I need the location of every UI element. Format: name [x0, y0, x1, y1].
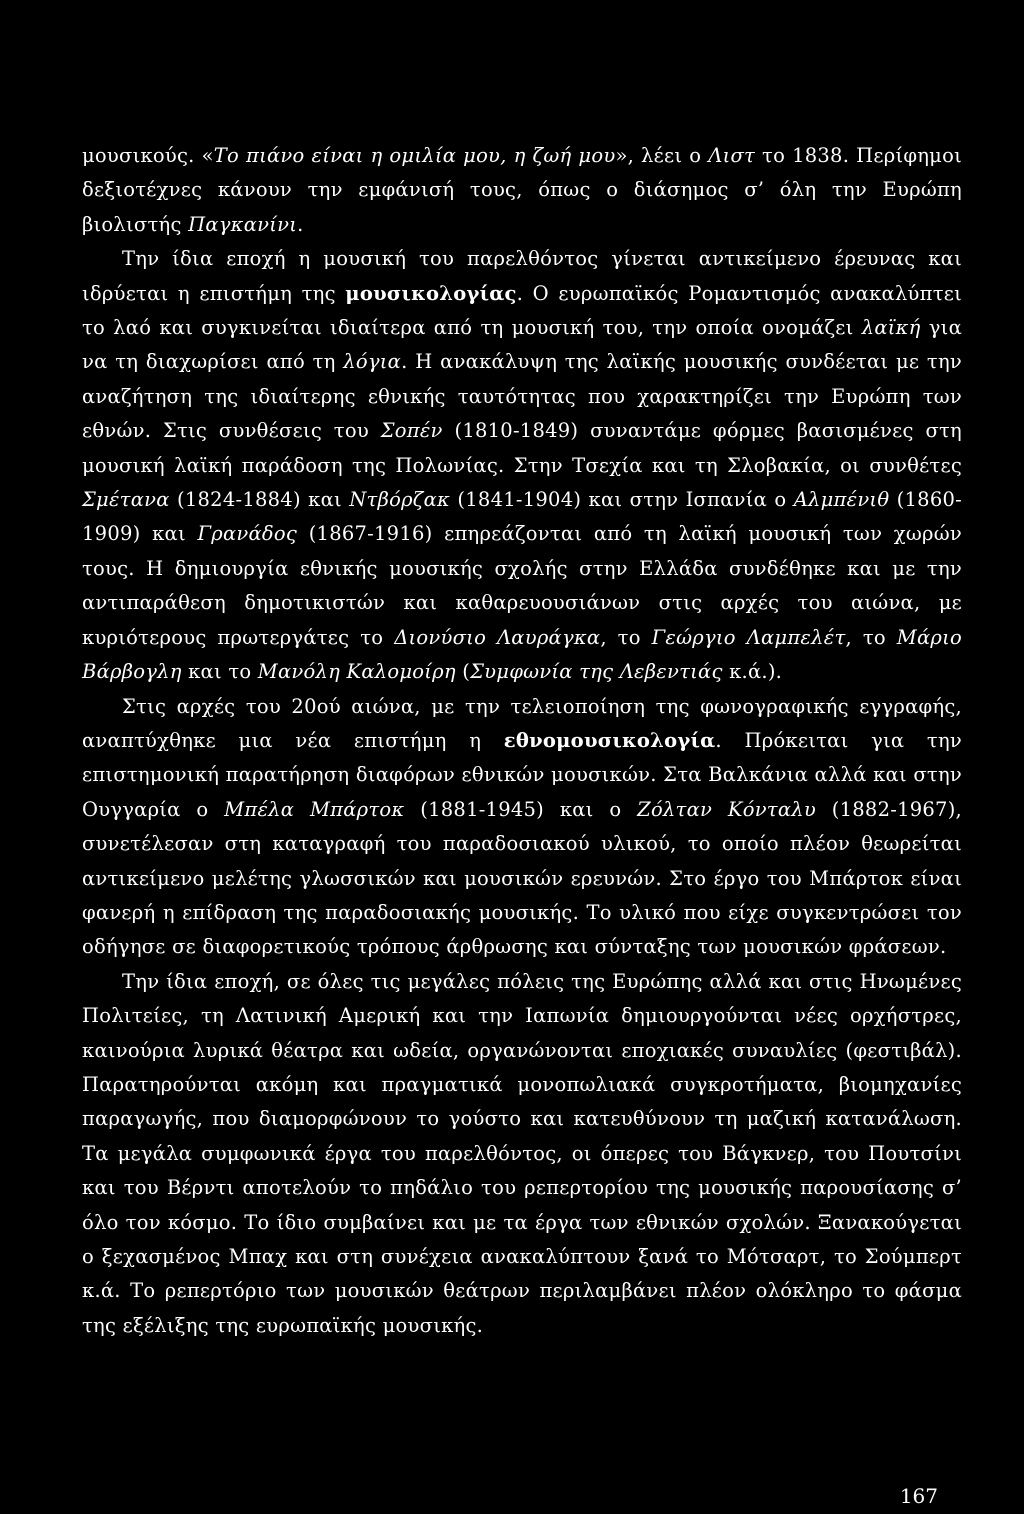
italic-text: Διονύσιο Λαυράγκα [394, 625, 601, 649]
text-run: κ.ά.). [722, 660, 783, 684]
italic-text: Σμέτανα [82, 488, 170, 512]
italic-text: Μανόλη Καλομοίρη [257, 660, 456, 684]
text-run: για να τη διαχωρίσει από τη [82, 316, 963, 374]
text-run: , το [845, 625, 897, 649]
bold-term: μουσικολογίας [345, 281, 517, 305]
text-run: (1810-1849) συναντάμε φόρμες βασισμένες στη μουσική λαϊκή παράδοση της Πολωνίας. Στην Τσεχία και τη Σλοβακία, οι συνθέτες [82, 419, 962, 477]
text-run: Την ίδια εποχή, σε όλες τις μεγάλες πόλεις της Ευρώπης αλλά και στις Ηνωμένες Πολιτείες, τη Λατινική Αμερική και την Ιαπωνία δημιουργούνται νέες ορχήστρες, καινούρια λυρικά θέατρα και ωδεία, οργανώνονται εποχιακές συναυλίες (φεστιβάλ). Παρατηρούνται ακόμη και πραγματικά μονοπωλιακά συγκροτήματα, βιομηχανίες παραγωγής, που διαμορφώνουν το γούστο και κατευθύνουν τη μαζική κατανάλωση. Τα μεγάλα συμφωνικά έργα του παρελθόντος, οι όπερες του Βάγκνερ, του Πουτσίνι και του Βέρντι αποτελούν το πηδάλιο του ρεπερτορίου της μουσικής παρουσίασης σ’ όλο τον κόσμο. Το ίδιο συμβαίνει και με τα έργα των εθνικών σχολών. Ξανακούγεται ο ξεχασμένος Μπαχ και στη συνέχεια ανακαλύπτουν ξανά το Μότσαρτ, το Σούμπερτ κ.ά. Το ρεπερτόριο των μουσικών θεάτρων περιλαμβάνει πλέον ολόκληρο το φάσμα της εξέλιξης της ευρωπαϊκής μουσικής. [82, 969, 962, 1337]
text-run: (1860-1909) και [82, 488, 962, 546]
italic-text: λόγια [343, 350, 402, 374]
italic-text: Αλμπένιθ [793, 488, 890, 512]
bold-term: εθνομουσικολογία [503, 728, 716, 752]
text-run: ( [455, 660, 471, 684]
page-body [82, 139, 962, 1343]
text-run: », λέει ο [615, 144, 709, 167]
text-run: , το [600, 625, 652, 649]
italic-text: Γρανάδος [197, 522, 298, 546]
text-run: μουσικούς. « [82, 144, 214, 167]
text-run: . Η ανακάλυψη της λαϊκής μουσικής συνδέεται με την αναζήτηση της ιδιαίτερης εθνικής ταυτότητας που χαρακτηρίζει την Ευρώπη των εθνών. Στις συνθέσεις του [82, 350, 962, 443]
text-run: . Ο ευρωπαϊκός Ρομαντισμός ανακαλύπτει το λαό και συγκινείται ιδιαίτερα από τη μουσική του, την οποία ονομάζει [82, 281, 963, 340]
italic-text: Ζόλταν Κόνταλυ [637, 797, 816, 821]
italic-text: Το πιάνο είναι η ομιλία μου, η ζωή μου [213, 144, 616, 167]
paragraph [82, 965, 962, 1343]
italic-text: Ντβόρζακ [349, 488, 451, 512]
text-run: (1867-1916) επηρεάζονται από τη λαϊκή μουσική των χωρών τους. Η δημιουργία εθνικής μουσικής σχολής στην Ελλάδα συνδέθηκε και με την αντιπαράθεση δημοτικιστών και καθαρευουσιάνων στις αρχές του αιώνα, με κυριότερους πρωτεργάτες το [82, 522, 962, 649]
text-run: . [297, 212, 304, 236]
text-run: Στις αρχές του 20ού αιώνα, με την τελειοποίηση της φωνογραφικής εγγραφής, αναπτύχθηκε μια νέα επιστήμη η [82, 694, 962, 752]
italic-text: Μπέλα Μπάρτοκ [224, 797, 405, 821]
italic-text: Γεώργιο Λαμπελέτ [651, 625, 846, 649]
text-run: (1824-1884) και [169, 488, 350, 512]
paragraph [82, 690, 962, 965]
italic-text: Συμφωνία της Λεβεντιάς [470, 660, 723, 684]
text-run: (1881-1945) και ο [404, 797, 638, 821]
text-run: το 1838. Περίφημοι δεξιοτέχνες κάνουν την εμφάνισή τους, όπως ο διάσημος σ’ όλη την Ευρώπη βιολιστής [82, 144, 962, 236]
italic-text: Λιστ [708, 144, 756, 167]
paragraph [82, 242, 962, 689]
italic-text: Παγκανίνι [188, 212, 298, 236]
italic-text: Σοπέν [380, 419, 443, 443]
italic-text: Μάριο Βάρβογλη [82, 625, 963, 684]
text-run: και το [181, 660, 258, 684]
text-run: (1882-1967), συνετέλεσαν στη καταγραφή του παραδοσιακού υλικού, το οποίο πλέον θεωρείται αντικείμενο μελέτης γλωσσικών και μουσικών ερευνών. Στο έργο του Μπάρτοκ είναι φανερή η επίδραση της παραδοσιακής μουσικής. Το υλικό που είχε συγκεντρώσει τον οδήγησε σε διαφορετικούς τρόπους άρθρωσης και σύνταξης των μουσικών φράσεων. [82, 797, 963, 959]
text-run: . Πρόκειται για την επιστημονική παρατήρηση διαφόρων εθνικών μουσικών. Στα Βαλκάνια αλλά και στην Ουγγαρία ο [82, 728, 962, 821]
italic-text: λαϊκή [861, 316, 921, 340]
text-run: (1841-1904) και στην Ισπανία ο [450, 488, 794, 512]
paragraph [82, 139, 962, 242]
page-number: 167 [899, 1484, 938, 1508]
text-run: Την ίδια εποχή η μουσική του παρελθόντος γίνεται αντικείμενο έρευνας και ιδρύεται η επιστήμη της [82, 247, 962, 305]
